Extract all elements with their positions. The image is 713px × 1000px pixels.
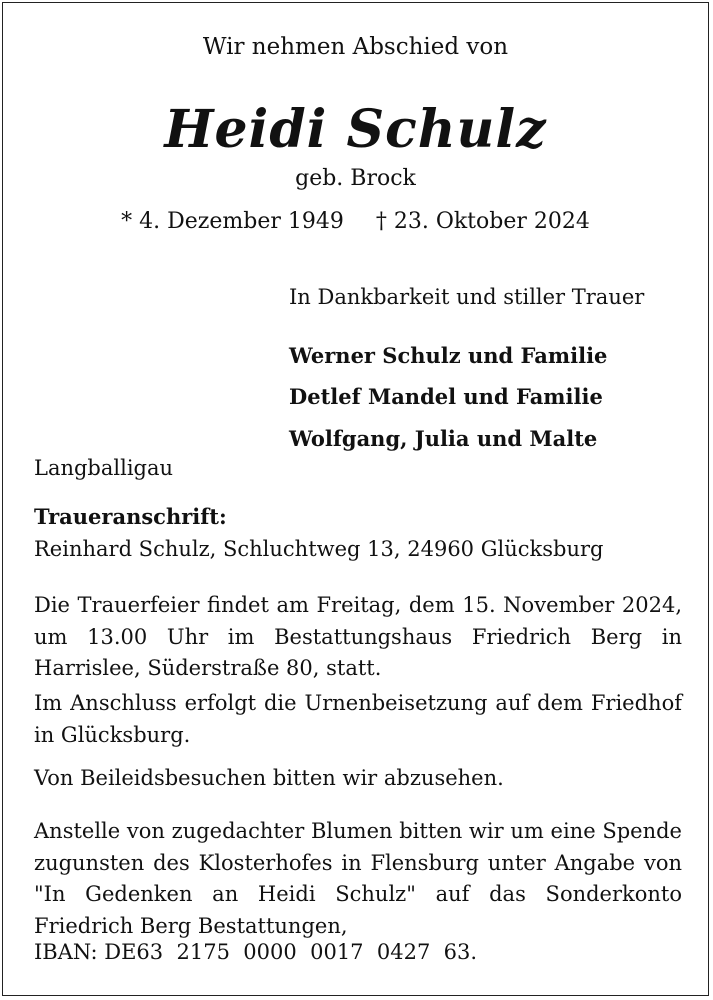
- address-label: Traueranschrift:: [34, 504, 227, 529]
- place-name: Langballigau: [34, 456, 174, 480]
- mourner-family: Werner Schulz und Familie: [289, 343, 608, 368]
- birth-name: geb. Brock: [295, 166, 416, 191]
- mourner-family: Detlef Mandel und Familie: [289, 384, 603, 409]
- life-dates: [3, 209, 708, 234]
- condolence-paragraph: Von Beileidsbesuchen bitten wir abzusehen.: [34, 766, 504, 790]
- mourners-intro: In Dankbarkeit und stiller Trauer: [289, 285, 645, 309]
- donation-paragraph: Anstelle von zugedachter Blumen bitten wir um eine Spende zugunsten des Klosterhofes in Flensburg unter Angabe von "In Gedenken an Heidi Schulz" auf das Sonderkonto Friedrich Berg Bestattungen,: [34, 819, 682, 938]
- farewell-intro: Wir nehmen Abschied von: [202, 34, 509, 60]
- death-date: † 23. Oktober 2024: [375, 209, 590, 234]
- burial-paragraph: Im Anschluss erfolgt die Urnenbeisetzung auf dem Friedhof in Glücksburg.: [34, 691, 682, 747]
- iban-line: IBAN: DE63 2175 0000 0017 0427 63.: [34, 940, 478, 964]
- obituary-frame: [2, 2, 709, 996]
- mourner-family: Wolfgang, Julia und Malte: [289, 426, 598, 451]
- deceased-name: Heidi Schulz: [164, 99, 547, 160]
- birth-date: * 4. Dezember 1949: [121, 209, 344, 234]
- ceremony-paragraph: Die Trauerfeier findet am Freitag, dem 15. November 2024, um 13.00 Uhr im Bestattungshaus Friedrich Berg in Harrislee, Süderstraße 80, statt.: [34, 593, 682, 680]
- address-value: Reinhard Schulz, Schluchtweg 13, 24960 Glücksburg: [34, 537, 604, 561]
